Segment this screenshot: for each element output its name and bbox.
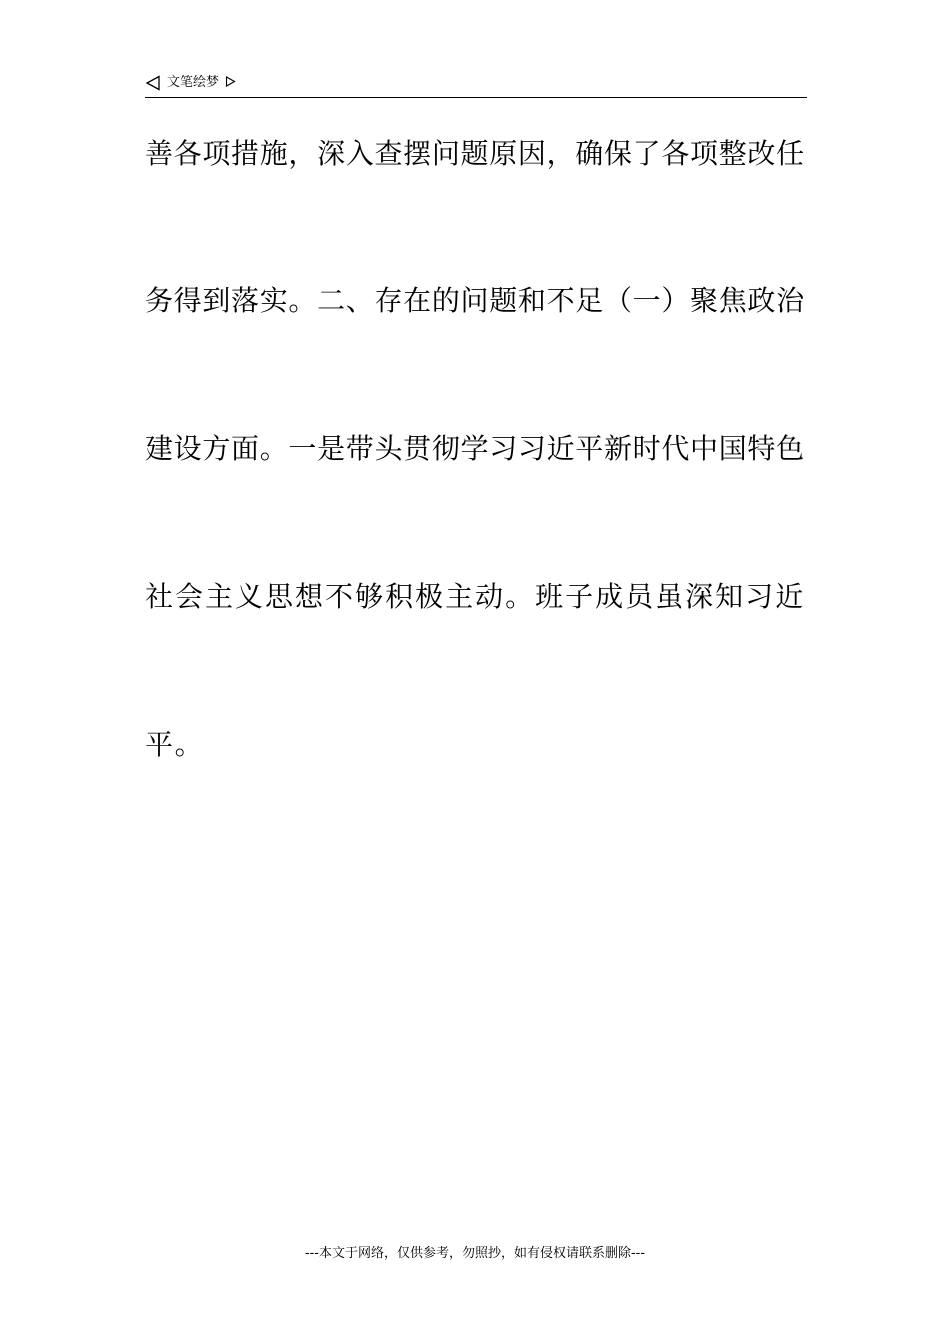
page-footer: ---本文于网络，仅供参考，勿照抄，如有侵权请联系删除--- — [304, 1246, 646, 1261]
body-line-3: 建设方面。一是带头贯彻学习习近平新时代中国特色 — [145, 432, 805, 465]
body-line-4: 社会主义思想不够积极主动。班子成员虽深知习近 — [145, 580, 806, 613]
body-line-1: 善各项措施，深入查摆问题原因，确保了各项整改任 — [145, 137, 805, 170]
body-line-5: 平。 — [145, 728, 205, 761]
body-line-2: 务得到落实。二、存在的问题和不足（一）聚焦政治 — [145, 284, 805, 317]
triangle-left-icon — [145, 75, 161, 91]
page-header — [145, 72, 807, 98]
triangle-right-icon — [225, 76, 236, 87]
header-brand — [145, 75, 236, 91]
header-title: 文笔绘梦 — [167, 75, 220, 90]
